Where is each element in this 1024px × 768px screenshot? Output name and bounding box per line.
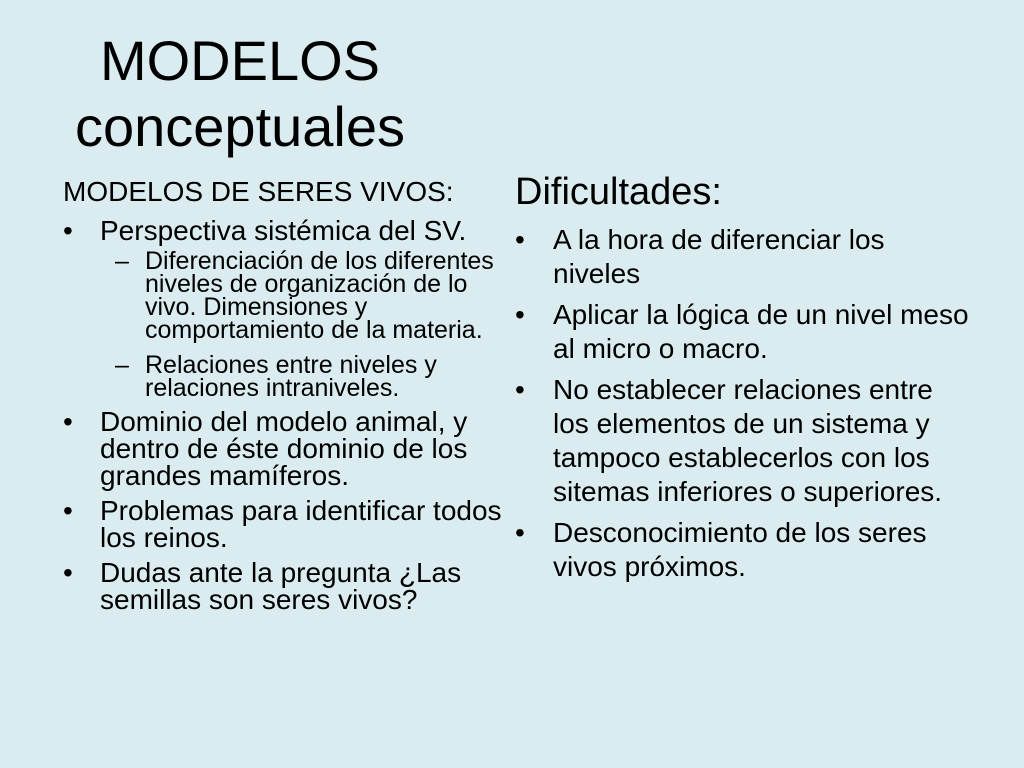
bullet-item xyxy=(515,223,973,291)
sub-bullet-list xyxy=(115,246,505,402)
bullet-marker: • xyxy=(515,517,525,548)
bullet-item xyxy=(515,298,973,366)
dash-marker: – xyxy=(115,246,129,275)
bullet-marker: • xyxy=(63,405,73,437)
bullet-item xyxy=(63,556,510,615)
title-line-2: conceptuales xyxy=(74,95,405,158)
bullet-text: Perspectiva sistémica del SV. xyxy=(100,214,467,246)
sub-bullet-item xyxy=(115,246,505,344)
bullet-item xyxy=(515,373,973,509)
left-heading: MODELOS DE SERES VIVOS: xyxy=(63,176,454,207)
bullet-item xyxy=(63,494,510,553)
bullet-marker: • xyxy=(63,494,73,526)
bullet-marker: • xyxy=(515,374,525,405)
title-line-1: MODELOS xyxy=(99,29,381,92)
bullet-marker: • xyxy=(63,556,73,588)
bullet-marker: • xyxy=(515,299,525,330)
slide-title xyxy=(0,28,480,160)
bullet-item xyxy=(515,516,973,584)
sub-bullet-item xyxy=(115,350,505,402)
right-heading: Dificultades: xyxy=(515,171,722,213)
bullet-item xyxy=(63,405,510,491)
right-column xyxy=(515,170,973,584)
sub-bullet-text: Relaciones entre niveles y relaciones intraniveles. xyxy=(145,350,437,402)
left-column xyxy=(63,177,510,613)
bullet-text: Aplicar la lógica de un nivel meso al micro o macro. xyxy=(553,299,969,364)
bullet-text: Dudas ante la pregunta ¿Las semillas son seres vivos? xyxy=(100,556,462,615)
bullet-item xyxy=(63,214,510,402)
bullet-marker: • xyxy=(515,224,525,255)
bullet-text: A la hora de diferenciar los niveles xyxy=(553,224,885,289)
dash-marker: – xyxy=(115,350,129,379)
bullet-marker: • xyxy=(63,214,73,246)
bullet-text: Problemas para identificar todos los reinos. xyxy=(100,494,502,553)
sub-bullet-text: Diferenciación de los diferentes niveles de organización de lo vivo. Dimensiones y comportamiento de la materia. xyxy=(145,246,494,344)
bullet-text: No establecer relaciones entre los elementos de un sistema y tampoco establecerlos con los sitemas inferiores o superiores. xyxy=(553,374,943,507)
right-bullet-list xyxy=(515,223,973,584)
bullet-text: Desconocimiento de los seres vivos próximos. xyxy=(553,517,927,582)
bullet-text: Dominio del modelo animal, y dentro de éste dominio de los grandes mamíferos. xyxy=(100,405,468,491)
left-bullet-list xyxy=(63,214,510,615)
